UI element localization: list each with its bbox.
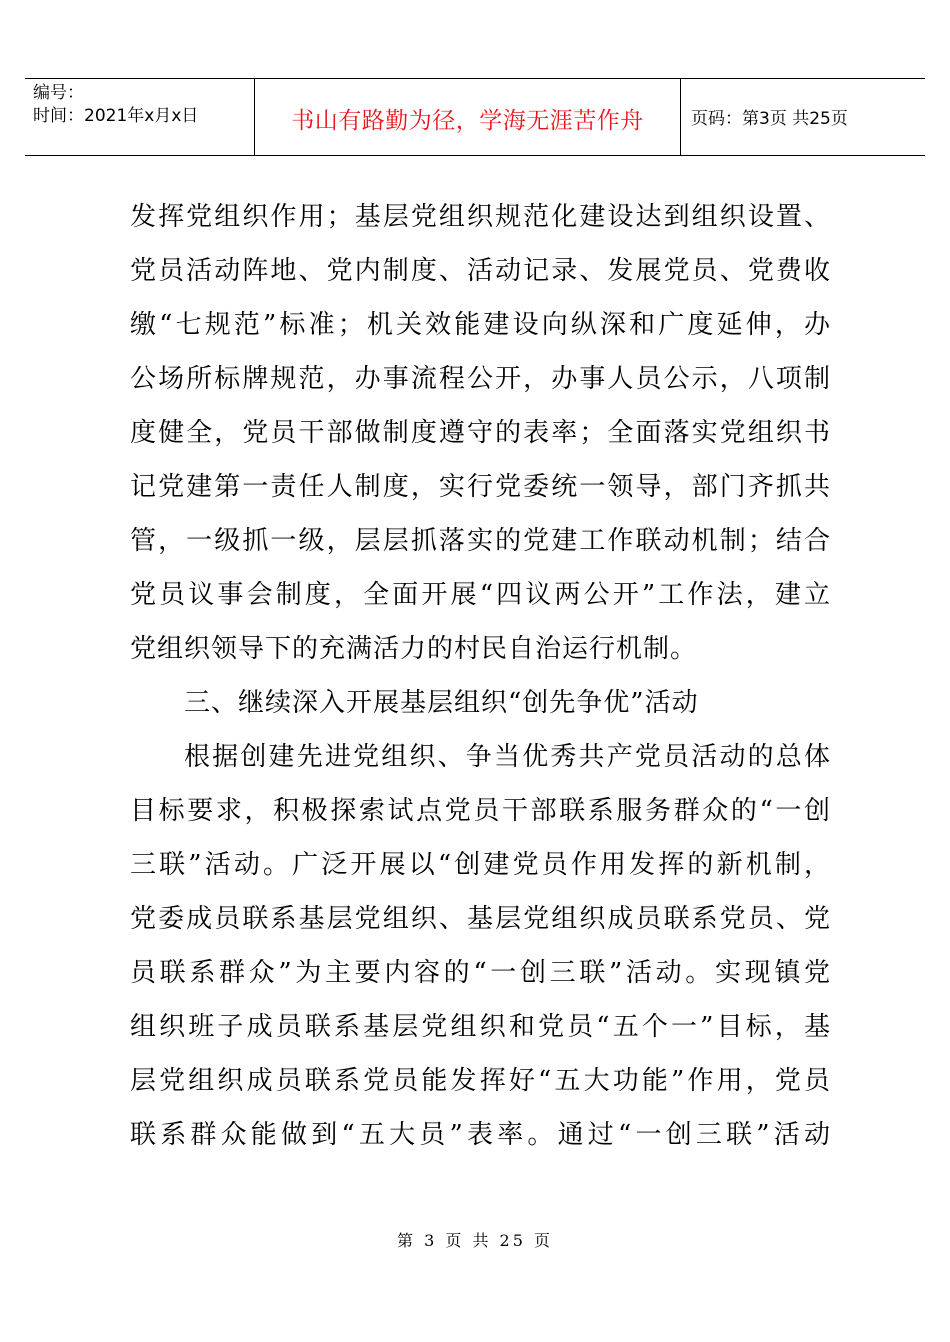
body-line: 管，一级抓一级，层层抓落实的党建工作联动机制；结合 [130,526,830,556]
header-motto-cell [255,79,681,155]
motto-text: 书山有路勤为径，学海无涯苦作舟 [291,108,644,134]
page-code-label: 页码：第3页 共25页 [691,109,848,129]
body-line: 员联系群众”为主要内容的“一创三联”活动。实现镇党 [130,958,830,988]
body-line: 缴“七规范”标准；机关效能建设向纵深和广度延伸，办 [130,310,830,340]
body-line: 发挥党组织作用；基层党组织规范化建设达到组织设置、 [130,202,830,232]
body-line: 三联”活动。广泛开展以“创建党员作用发挥的新机制， [130,850,830,880]
body-line: 记党建第一责任人制度，实行党委统一领导，部门齐抓共 [130,472,830,502]
header-page-cell [681,79,925,155]
body-line: 公场所标牌规范，办事流程公开，办事人员公示，八项制 [130,364,830,394]
body-line: 党委成员联系基层党组织、基层党组织成员联系党员、党 [130,904,830,934]
document-body [130,190,830,1162]
page-footer: 第 3 页 共 25 页 [397,1231,553,1250]
body-line: 党组织领导下的充满活力的村民自治运行机制。 [130,634,698,664]
body-line: 党员活动阵地、党内制度、活动记录、发展党员、党费收 [130,256,830,286]
body-line: 组织班子成员联系基层党组织和党员“五个一”目标，基 [130,1012,830,1042]
body-line: 党员议事会制度，全面开展“四议两公开”工作法，建立 [130,580,830,610]
page-header [25,78,925,156]
serial-number-label: 编号： [33,83,84,103]
section-heading: 三、继续深入开展基层组织“创先争优”活动 [184,688,699,718]
date-label: 时间：2021年x月x日 [33,106,199,126]
header-meta-cell [25,79,255,155]
body-line: 度健全，党员干部做制度遵守的表率；全面落实党组织书 [130,418,830,448]
body-line: 根据创建先进党组织、争当优秀共产党员活动的总体 [184,742,830,772]
body-line: 联系群众能做到“五大员”表率。通过“一创三联”活动 [130,1120,830,1150]
body-line: 层党组织成员联系党员能发挥好“五大功能”作用，党员 [130,1066,830,1096]
body-line: 目标要求，积极探索试点党员干部联系服务群众的“一创 [130,796,830,826]
